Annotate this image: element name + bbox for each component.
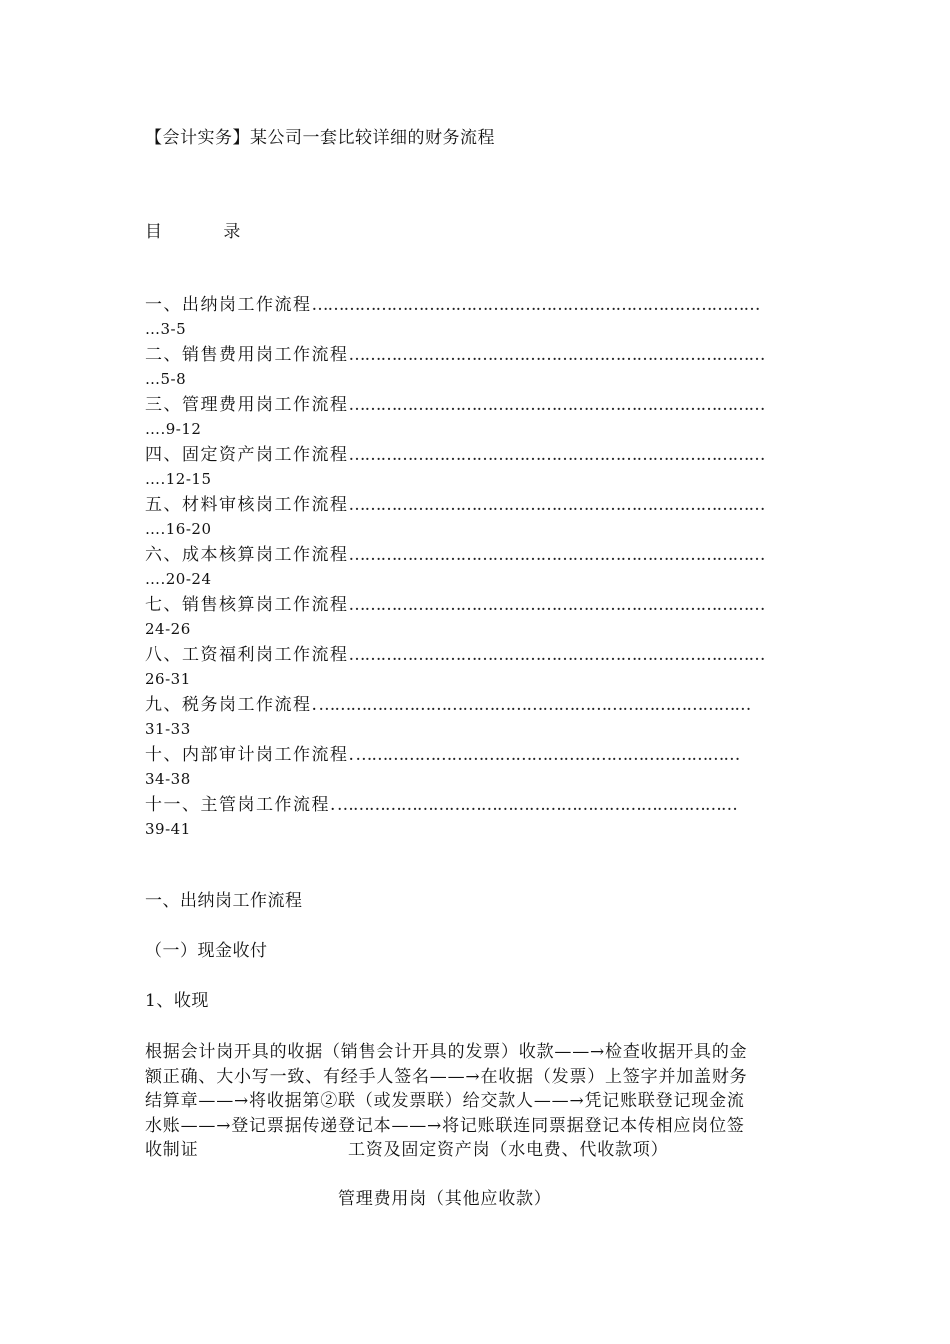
document-title: 【会计实务】某公司一套比较详细的财务流程: [145, 128, 495, 148]
toc-entry-label: 三、管理费用岗工作流程: [145, 395, 349, 415]
toc-entry-label: 七、销售核算岗工作流程: [145, 595, 349, 615]
toc-entry[interactable]: [145, 294, 805, 344]
toc-leader-dots: ………………………………………………………………: [355, 745, 740, 765]
toc-leader-dots: ……………………………………………………………………: [348, 495, 765, 515]
toc-entry-label-row: [145, 344, 805, 367]
toc-leader-dots: ………………………………………………………………………: [318, 695, 751, 715]
toc-entry-label: 一、出纳岗工作流程: [145, 295, 312, 315]
toc-entry[interactable]: [145, 744, 805, 794]
paragraph-line: 额正确、大小写一致、有经手人签名——→在收据（发票）上签字并加盖财务: [145, 1066, 748, 1087]
toc-entry-label: 四、固定资产岗工作流程: [145, 445, 349, 465]
toc-leader-dots: ……………………………………………………………………: [348, 545, 765, 565]
toc-leader-dots: ……………………………………………………………………: [348, 595, 765, 615]
toc-entry-label: 二、销售费用岗工作流程: [145, 345, 349, 365]
toc-entry-label: 十、内部审计岗工作流程.: [145, 745, 356, 765]
toc-entry-label-row: [145, 794, 805, 817]
toc-entry-label: 六、成本核算岗工作流程: [145, 545, 349, 565]
toc-entry-pages: ….16-20: [145, 520, 212, 538]
toc-entry-pages: …3-5: [145, 320, 187, 338]
toc-entry-label: 五、材料审核岗工作流程: [145, 495, 349, 515]
flow-box-label-payroll-fixed-assets: 工资及固定资产岗（水电费、代收款项）: [348, 1140, 669, 1160]
toc-entry-pages: ….20-24: [145, 570, 212, 588]
toc-entry-label-row: [145, 394, 805, 417]
toc-entry-label-row: [145, 594, 805, 617]
toc-leader-dots: …………………………………………………………………………: [311, 295, 760, 315]
toc-leader-dots: …………………………………………………………………: [336, 795, 737, 815]
paragraph-line: 水账——→登记票据传递登记本——→将记账联连同票据登记本传相应岗位签: [145, 1115, 745, 1136]
toc-entry-label: 八、工资福利岗工作流程: [145, 645, 349, 665]
toc-entry-label-row: [145, 444, 805, 467]
toc-entry[interactable]: [145, 794, 805, 844]
toc-entry-pages: 34-38: [145, 770, 191, 788]
toc-entry-pages: 26-31: [145, 670, 191, 688]
item-heading: 1、收现: [145, 991, 209, 1011]
section-heading: 一、出纳岗工作流程: [145, 891, 303, 911]
toc-entry-label-row: [145, 694, 805, 717]
toc-entry-pages: 31-33: [145, 720, 191, 738]
toc-entry-label-row: [145, 294, 805, 317]
toc-leader-dots: ……………………………………………………………………: [348, 345, 765, 365]
toc-entry[interactable]: [145, 644, 805, 694]
toc-leader-dots: ……………………………………………………………………: [348, 645, 765, 665]
toc-heading: 目 录: [145, 222, 269, 242]
paragraph-line: 收制证: [145, 1140, 199, 1160]
toc-entry-label-row: [145, 744, 805, 767]
paragraph-line: 结算章——→将收据第②联（或发票联）给交款人——→凭记账联登记现金流: [145, 1091, 745, 1111]
toc-entry[interactable]: [145, 544, 805, 594]
toc-leader-dots: ……………………………………………………………………: [348, 395, 765, 415]
toc-entry-pages: 39-41: [145, 820, 191, 838]
toc-entry-pages: 24-26: [145, 620, 191, 638]
toc-entry-pages: …5-8: [145, 370, 187, 388]
toc-entry-label: 九、税务岗工作流程.: [145, 695, 319, 715]
toc-entry[interactable]: [145, 494, 805, 544]
toc-entry-label: 十一、主管岗工作流程.: [145, 795, 337, 815]
toc-leader-dots: ……………………………………………………………………: [348, 445, 765, 465]
toc-entry[interactable]: [145, 694, 805, 744]
toc-entry[interactable]: [145, 444, 805, 494]
toc-entry-pages: ….9-12: [145, 420, 202, 438]
toc-entry[interactable]: [145, 394, 805, 444]
table-of-contents: [145, 294, 805, 844]
paragraph-line: 根据会计岗开具的收据（销售会计开具的发票）收款——→检查收据开具的金: [145, 1042, 748, 1062]
toc-entry-label-row: [145, 544, 805, 567]
flow-box-label-admin-expense: 管理费用岗（其他应收款）: [338, 1189, 552, 1209]
toc-entry-pages: ….12-15: [145, 470, 212, 488]
subsection-heading: （一）现金收付: [145, 941, 268, 961]
toc-entry-label-row: [145, 494, 805, 517]
toc-entry-label-row: [145, 644, 805, 667]
toc-entry[interactable]: [145, 344, 805, 394]
toc-entry[interactable]: [145, 594, 805, 644]
